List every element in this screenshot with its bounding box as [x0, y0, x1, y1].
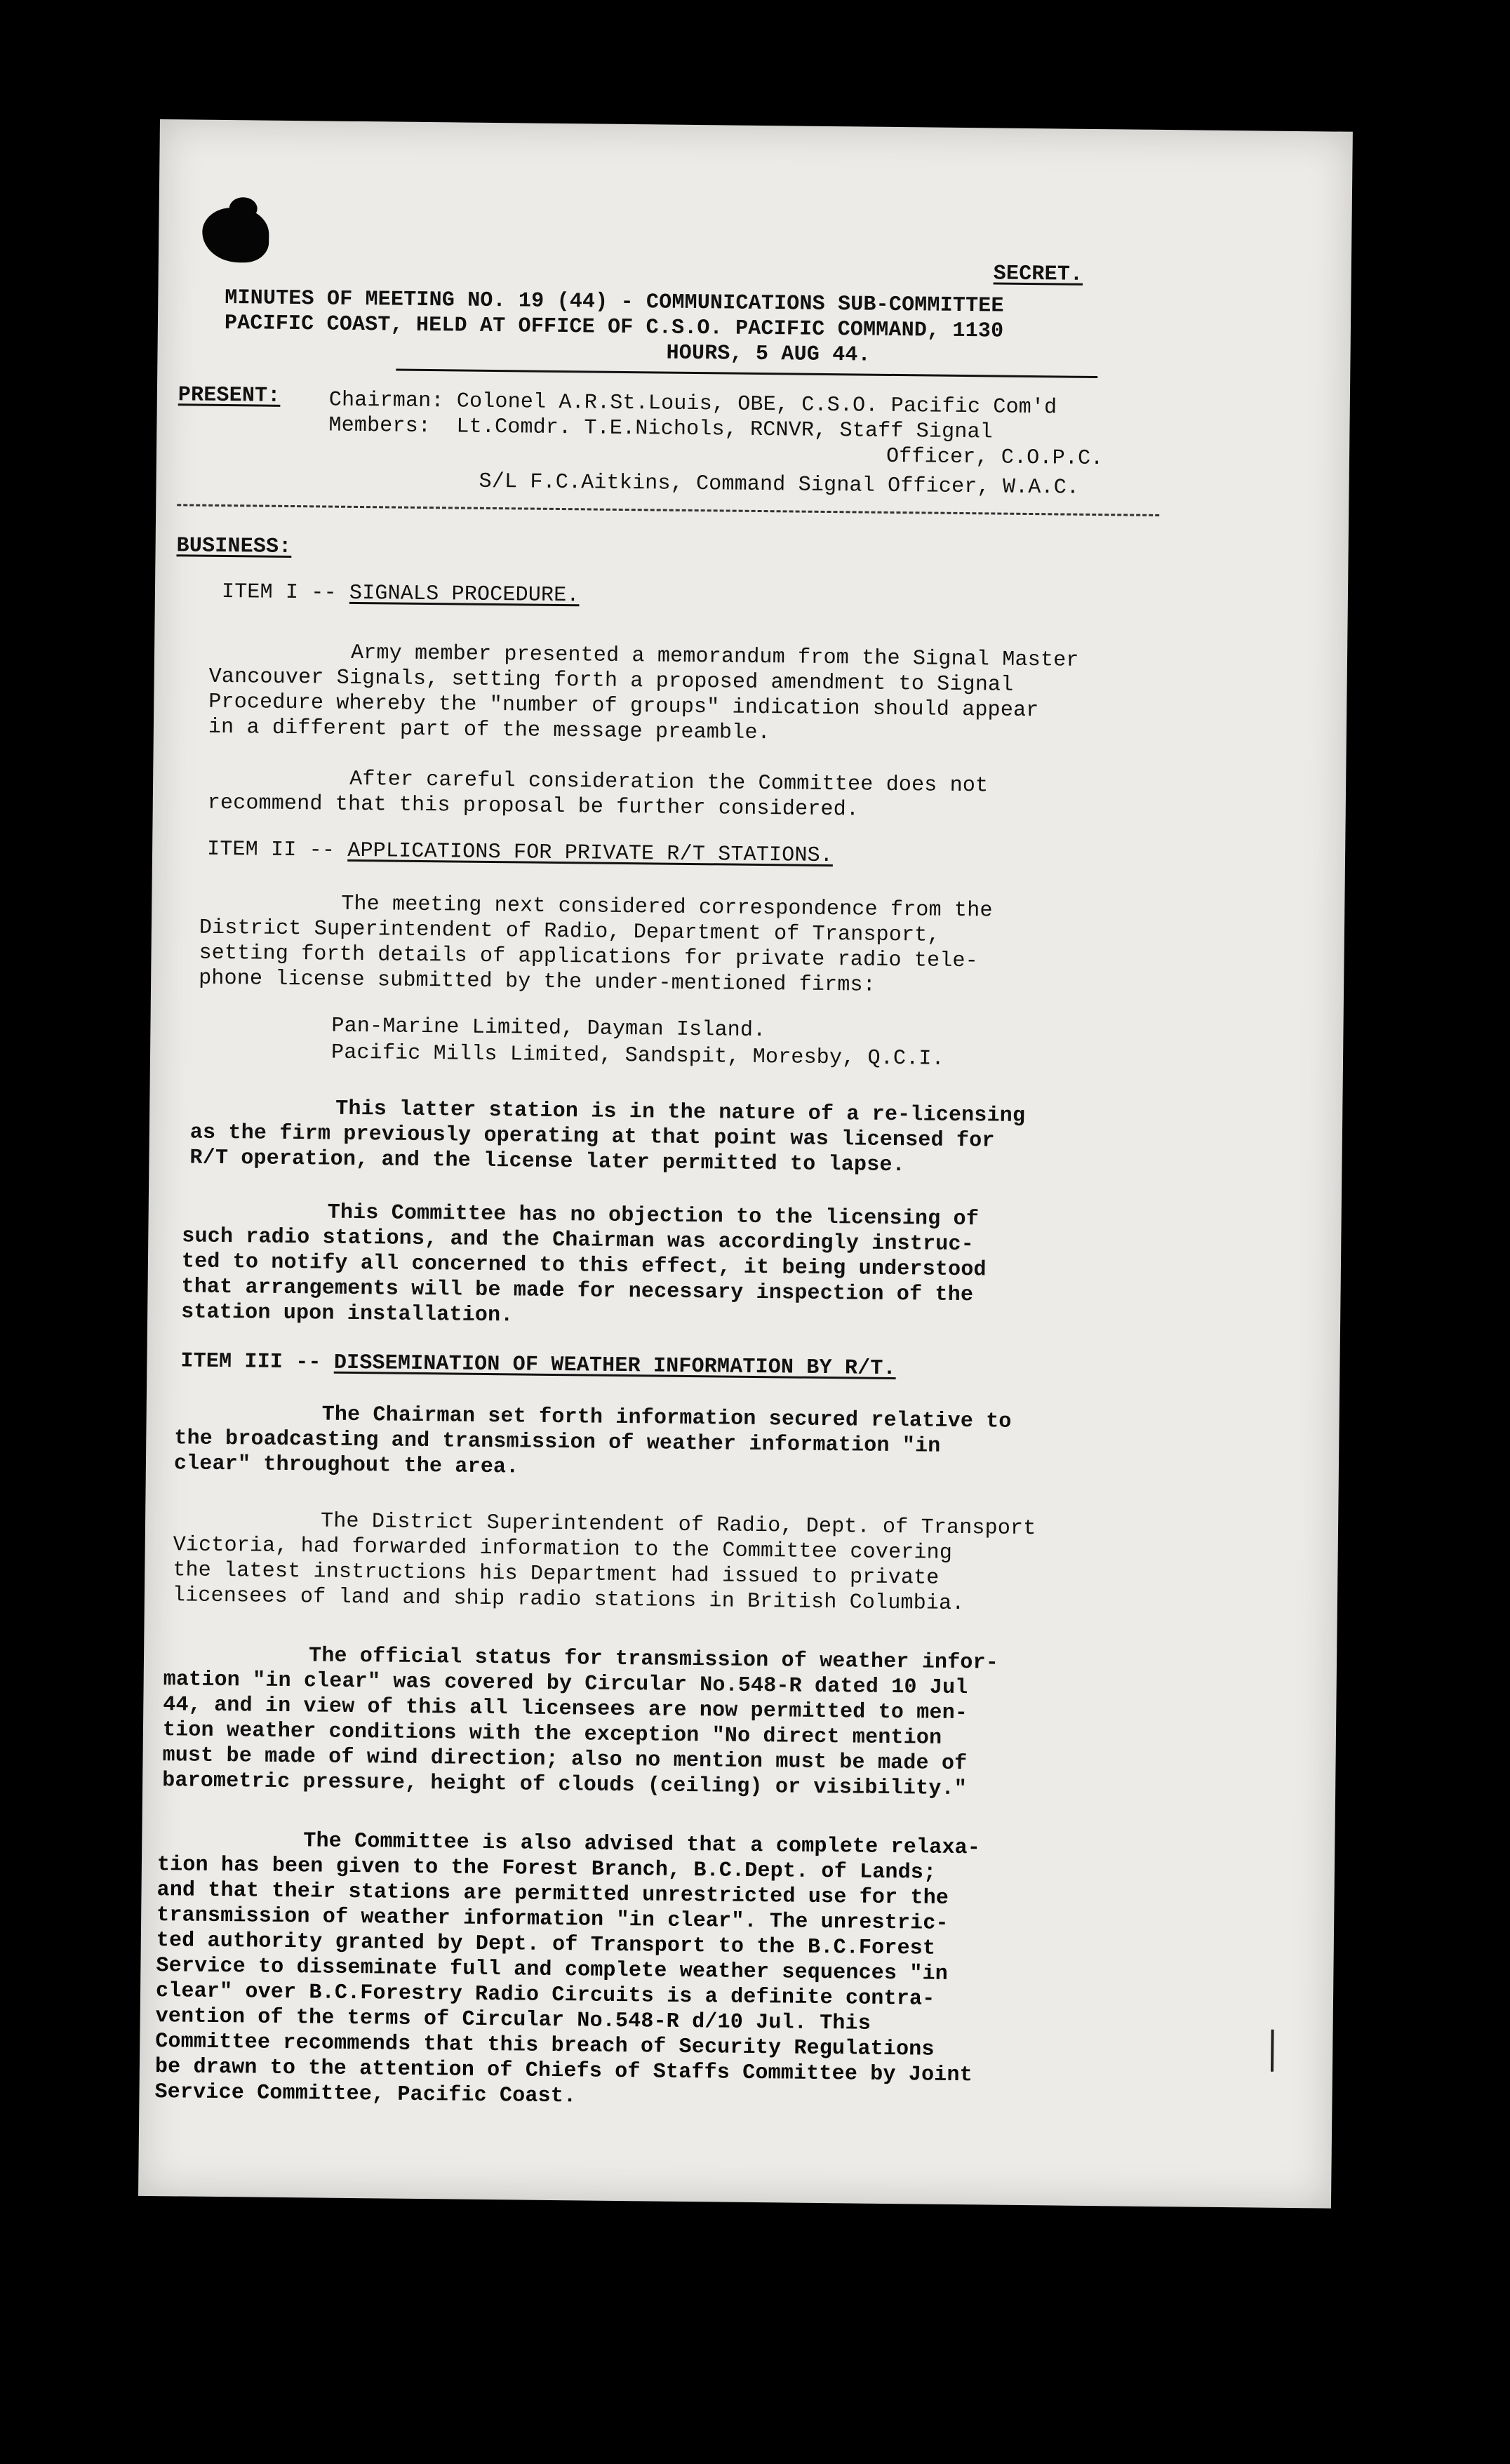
item-1-para-2-line-1: After careful consideration the Committee does not — [349, 767, 989, 798]
item-2-para-3-line-1: This Committee has no objection to the licensing of — [327, 1200, 980, 1232]
title-line-3: HOURS, 5 AUG 44. — [666, 341, 871, 368]
item-3-para-3-line-3: 44, and in view of this all licensees are now permitted to men- — [163, 1693, 968, 1726]
item-3-para-3-line-1: The official status for transmission of weather infor- — [308, 1644, 999, 1675]
item-1-heading — [222, 580, 580, 609]
firm-1: Pan-Marine Limited, Dayman Island. — [331, 1014, 766, 1043]
item-3-para-4-line-9: Committee recommends that this breach of Security Regulations — [155, 2030, 935, 2062]
business-label: BUSINESS: — [176, 534, 292, 559]
item-2-para-3-line-5: station upon installation. — [181, 1300, 514, 1328]
item-3-label: ITEM III -- — [180, 1349, 335, 1375]
item-3-para-3-line-4: tion weather conditions with the exception "No direct mention — [162, 1718, 942, 1750]
item-2-para-2-line-2: as the firm previously operating at that point was licensed for — [189, 1120, 995, 1153]
present-member-1-cont: Officer, C.O.P.C. — [886, 444, 1104, 471]
margin-mark — [1271, 2030, 1274, 2072]
item-3-heading — [180, 1348, 896, 1382]
present-chairman: Chairman: Colonel A.R.St.Louis, OBE, C.S.O. Pacific Com'd — [328, 388, 1057, 420]
item-3-para-2-line-3: the latest instructions his Department had issued to private — [173, 1558, 940, 1591]
present-dashed-rule — [177, 504, 1159, 516]
item-2-para-3-line-4: that arrangements will be made for necessary inspection of the — [181, 1275, 974, 1308]
item-3-para-2-line-1: The District Superintendent of Radio, Dept. of Transport — [320, 1509, 1036, 1541]
item-2-para-2-line-1: This latter station is in the nature of a re-licensing — [335, 1097, 1026, 1128]
item-3-para-3-line-2: mation "in clear" was covered by Circular No.548-R dated 10 Jul — [163, 1668, 968, 1701]
item-1-para-1-line-3: Procedure whereby the "number of groups" indication should appear — [208, 690, 1039, 723]
item-3-para-4-line-2: tion has been given to the Forest Branch, B.C.Dept. of Lands; — [156, 1853, 937, 1885]
item-2-para-1-line-3: setting forth details of applications for private radio tele- — [199, 941, 979, 974]
item-1-para-1-line-4: in a different part of the message preamble. — [208, 715, 770, 746]
item-3-title: DISSEMINATION OF WEATHER INFORMATION BY R/T. — [333, 1351, 896, 1381]
item-3-para-4-line-6: Service to disseminate full and complete weather sequences "in — [156, 1954, 949, 1986]
item-3-para-3-line-5: must be made of wind direction; also no mention must be made of — [162, 1743, 968, 1776]
item-3-para-4-line-4: transmission of weather information "in clear". The unrestric- — [156, 1903, 949, 1936]
title-rule — [396, 369, 1097, 378]
item-2-para-1-line-1: The meeting next considered correspondence from the — [341, 892, 993, 923]
title-line-2: PACIFIC COAST, HELD AT OFFICE OF C.S.O. PACIFIC COMMAND, 1130 — [224, 311, 1004, 344]
item-2-para-3-line-2: such radio stations, and the Chairman was accordingly instruc- — [182, 1224, 975, 1257]
item-2-label: ITEM II -- — [206, 837, 348, 863]
item-3-para-4-line-1: The Committee is also advised that a complete relaxa- — [303, 1829, 981, 1861]
item-2-para-1-line-4: phone license submitted by the under-mentioned firms: — [199, 966, 876, 998]
item-3-para-3-line-6: barometric pressure, height of clouds (ceiling) or visibility." — [162, 1769, 968, 1802]
present-label: PRESENT: — [178, 383, 281, 408]
item-1-para-1-line-1: Army member presented a memorandum from the Signal Master — [350, 641, 1079, 673]
firm-2: Pacific Mills Limited, Sandspit, Moresby, Q.C.I. — [330, 1040, 944, 1071]
classification-label: SECRET. — [993, 262, 1083, 287]
item-3-para-1-line-1: The Chairman set forth information secured relative to — [321, 1402, 1012, 1434]
item-1-label: ITEM I -- — [221, 580, 350, 605]
item-1-para-1-line-2: Vancouver Signals, setting forth a proposed amendment to Signal — [208, 664, 1014, 697]
item-2-para-1-line-2: District Superintendent of Radio, Department of Transport, — [199, 916, 940, 948]
item-3-para-2-line-4: licensees of land and ship radio stations in British Columbia. — [172, 1583, 965, 1616]
item-3-para-4-line-10: be drawn to the attention of Chiefs of Staffs Committee by Joint — [154, 2055, 973, 2088]
item-3-para-2-line-2: Victoria, had forwarded information to the Committee covering — [173, 1533, 953, 1565]
item-1-title: SIGNALS PROCEDURE. — [349, 581, 580, 608]
item-2-title: APPLICATIONS FOR PRIVATE R/T STATIONS. — [347, 838, 834, 869]
item-3-para-4-line-8: vention of the terms of Circular No.548-R d/10 Jul. This — [155, 2004, 871, 2036]
item-3-para-1-line-3: clear" throughout the area. — [173, 1452, 519, 1480]
item-2-heading — [207, 837, 833, 869]
item-1-para-2-line-2: recommend that this proposal be further considered. — [207, 791, 860, 822]
item-3-para-4-line-7: clear" over B.C.Forestry Radio Circuits is a definite contra- — [155, 1979, 935, 2011]
title-line-1: MINUTES OF MEETING NO. 19 (44) - COMMUNICATIONS SUB-COMMITTEE — [225, 286, 1004, 319]
item-3-para-4-line-3: and that their stations are permitted unrestricted use for the — [156, 1878, 949, 1910]
item-2-para-3-line-3: ted to notify all concerned to this effect, it being understood — [181, 1250, 987, 1283]
item-2-para-2-line-3: R/T operation, and the license later permitted to lapse. — [189, 1146, 905, 1178]
document-page — [138, 119, 1353, 2209]
item-3-para-4-line-5: ted authority granted by Dept. of Transport to the B.C.Forest — [156, 1929, 936, 1961]
item-3-para-4-line-11: Service Committee, Pacific Coast. — [154, 2080, 577, 2109]
present-member-1: Members: Lt.Comdr. T.E.Nichols, RCNVR, Staff Signal — [328, 413, 994, 445]
present-member-2: S/L F.C.Aitkins, Command Signal Officer, W.A.C. — [479, 469, 1080, 500]
item-3-para-1-line-2: the broadcasting and transmission of weather information "in — [174, 1426, 941, 1459]
ink-blot-small — [229, 197, 258, 220]
